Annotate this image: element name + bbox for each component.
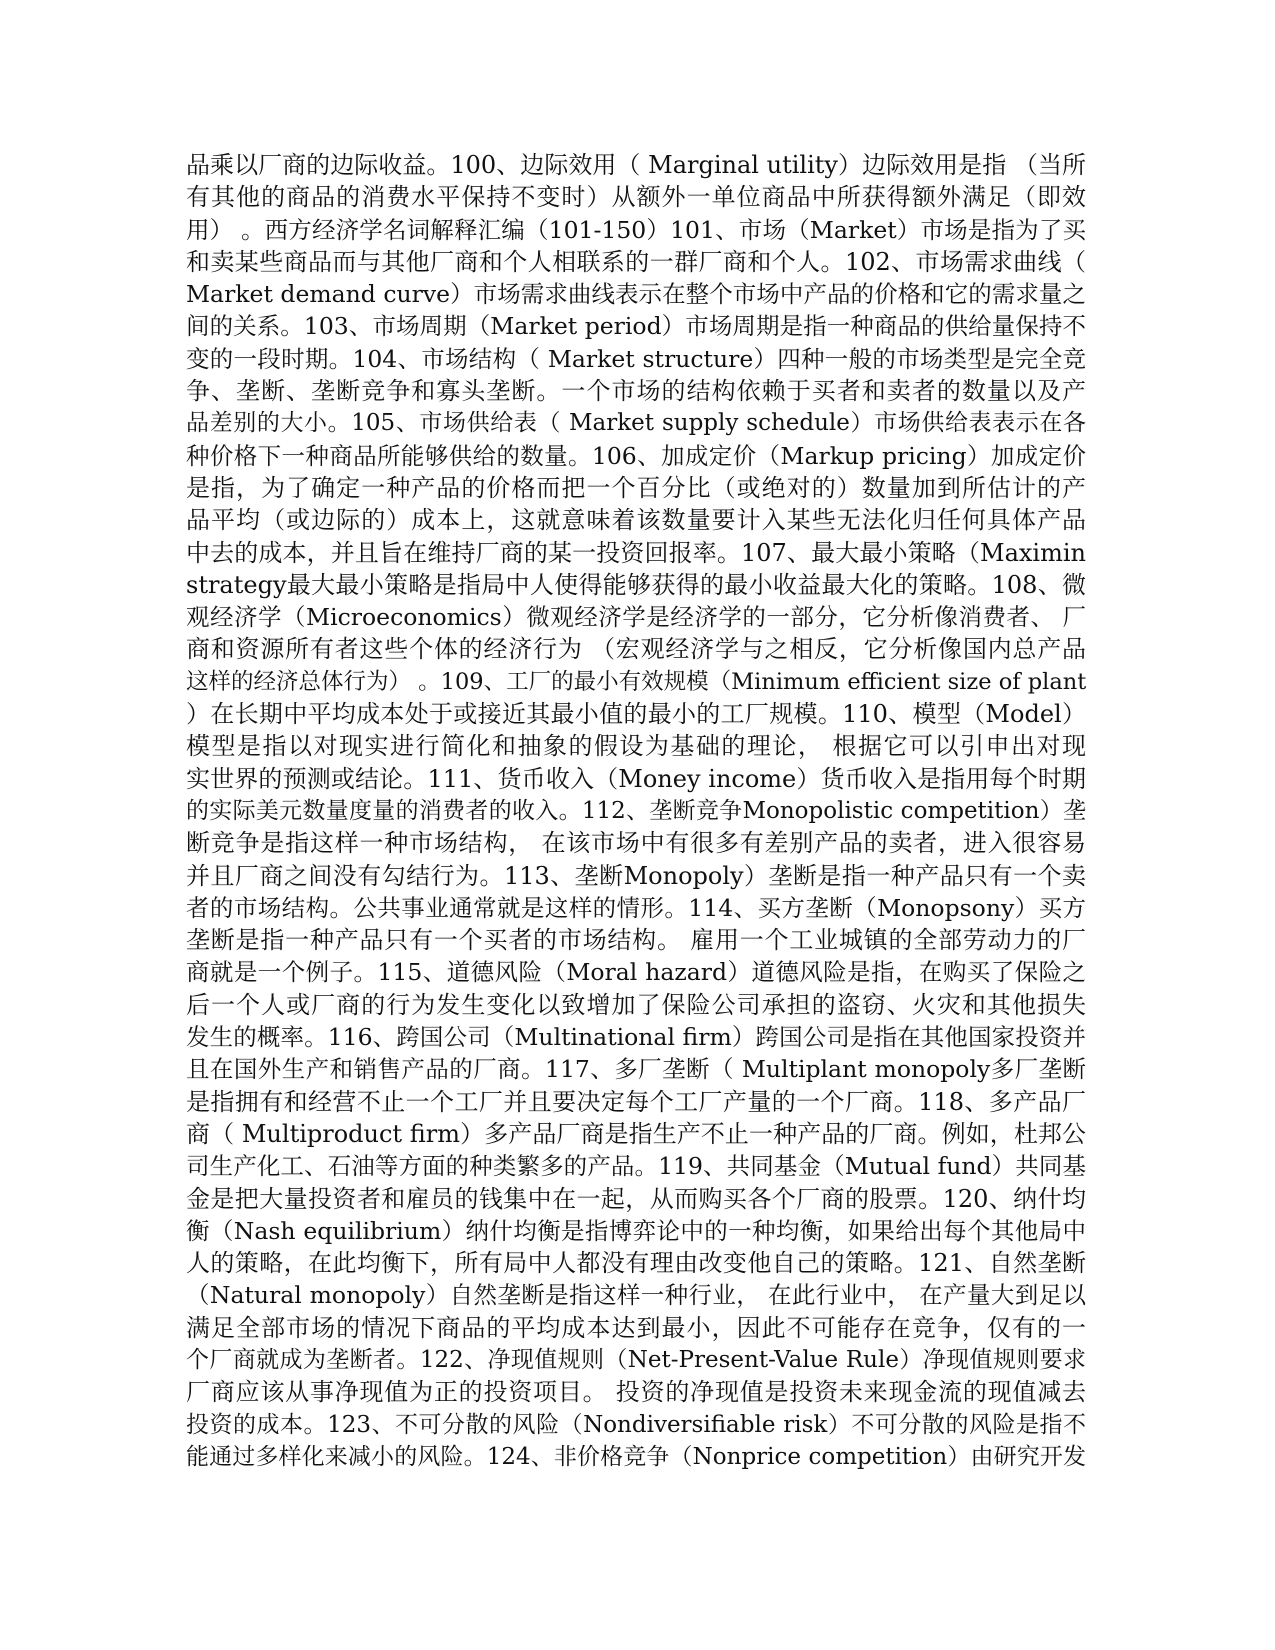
text-line: 是指，为了确定一种产品的价格而把一个百分比（或绝对的）数量加到所估计的产 [186, 473, 1086, 502]
text-line: 用） 。西方经济学名词解释汇编（101-150）101、市场（Market）市场是指为了买 [186, 215, 1086, 244]
text-line: 模型是指以对现实进行简化和抽象的假设为基础的理论， 根据它可以引申出对现 [186, 732, 1086, 761]
text-line: 商（ Multiproduct firm）多产品厂商是指生产不止一种产品的厂商。例如，杜邦公 [186, 1119, 1086, 1148]
text-line: 投资的成本。123、不可分散的风险（Nondiversifiable risk）不可分散的风险是指不 [186, 1411, 1086, 1438]
text-line: 者的市场结构。公共事业通常就是这样的情形。114、买方垄断（Monopsony）买方 [186, 893, 1086, 922]
text-line: 变的一段时期。104、市场结构（ Market structure）四种一般的市场类型是完全竞 [186, 344, 1086, 373]
text-line: 中去的成本，并且旨在维持厂商的某一投资回报率。107、最大最小策略（Maximin [186, 538, 1086, 567]
text-line: Market demand curve）市场需求曲线表示在整个市场中产品的价格和它的需求量之 [186, 280, 1086, 309]
text-line: 人的策略，在此均衡下，所有局中人都没有理由改变他自己的策略。121、自然垄断 [186, 1249, 1086, 1278]
text-line: 的实际美元数量度量的消费者的收入。112、垄断竞争Monopolistic competition）垄 [186, 797, 1086, 824]
text-line: 能通过多样化来减小的风险。124、非价格竞争（Nonprice competition）由研究开发 [186, 1443, 1086, 1470]
text-line: 争、垄断、垄断竞争和寡头垄断。一个市场的结构依赖于买者和卖者的数量以及产 [186, 377, 1086, 406]
text-line: 金是把大量投资者和雇员的钱集中在一起，从而购买各个厂商的股票。120、纳什均 [186, 1184, 1086, 1213]
text-line: 商就是一个例子。115、道德风险（Moral hazard）道德风险是指，在购买了保险之 [186, 958, 1086, 987]
text-line: 断竞争是指这样一种市场结构， 在该市场中有很多有差别产品的卖者，进入很容易 [186, 829, 1086, 858]
text-line: 品平均（或边际的）成本上，这就意味着该数量要计入某些无法化归任何具体产品 [186, 506, 1086, 535]
text-line: 品乘以厂商的边际收益。100、边际效用（ Marginal utility）边际效用是指 （当所 [186, 151, 1086, 179]
body-text [186, 149, 1086, 1473]
text-line: （Natural monopoly）自然垄断是指这样一种行业， 在此行业中， 在产量大到足以 [186, 1281, 1086, 1310]
text-line: 厂商应该从事净现值为正的投资项目。 投资的净现值是投资未来现金流的现值减去 [186, 1378, 1086, 1407]
text-line: 和卖某些商品而与其他厂商和个人相联系的一群厂商和个人。102、市场需求曲线（ [186, 247, 1086, 276]
text-line: 衡（Nash equilibrium）纳什均衡是指博弈论中的一种均衡，如果给出每个其他局中 [186, 1216, 1086, 1245]
text-line: 实世界的预测或结论。111、货币收入（Money income）货币收入是指用每个时期 [186, 764, 1086, 793]
text-line: 品差别的大小。105、市场供给表（ Market supply schedule）市场供给表表示在各 [186, 410, 1086, 437]
text-line: 并且厂商之间没有勾结行为。113、垄断Monopoly）垄断是指一种产品只有一个卖 [186, 861, 1086, 890]
text-line: 且在国外生产和销售产品的厂商。117、多厂垄断（ Multiplant monopoly多厂垄断 [186, 1055, 1086, 1084]
text-line: 满足全部市场的情况下商品的平均成本达到最小，因此不可能存在竞争，仅有的一 [186, 1313, 1086, 1342]
text-line: 司生产化工、石油等方面的种类繁多的产品。119、共同基金（Mutual fund）共同基 [186, 1152, 1086, 1181]
text-line: 种价格下一种商品所能够供给的数量。106、加成定价（Markup pricing）加成定价 [186, 441, 1086, 470]
text-line: 垄断是指一种产品只有一个买者的市场结构。 雇用一个工业城镇的全部劳动力的厂 [186, 926, 1086, 955]
text-line: 发生的概率。116、跨国公司（Multinational firm）跨国公司是指在其他国家投资并 [186, 1023, 1086, 1052]
text-line: 个厂商就成为垄断者。122、净现值规则（Net-Present-Value Rule）净现值规则要求 [186, 1346, 1086, 1373]
text-line: 有其他的商品的消费水平保持不变时）从额外一单位商品中所获得额外满足（即效 [186, 183, 1086, 212]
text-line: 间的关系。103、市场周期（Market period）市场周期是指一种商品的供给量保持不 [186, 312, 1086, 341]
text-line: 后一个人或厂商的行为发生变化以致增加了保险公司承担的盗窃、火灾和其他损失 [186, 990, 1086, 1019]
text-line: 商和资源所有者这些个体的经济行为 （宏观经济学与之相反，它分析像国内总产品 [186, 635, 1086, 664]
text-line: 观经济学（Microeconomics）微观经济学是经济学的一部分，它分析像消费者、 厂 [186, 603, 1086, 632]
text-line: 这样的经济总体行为） 。109、工厂的最小有效规模（Minimum efficient size of plant [186, 668, 1086, 695]
text-line: 是指拥有和经营不止一个工厂并且要决定每个工厂产量的一个厂商。118、多产品厂 [186, 1087, 1086, 1116]
text-line: strategy最大最小策略是指局中人使得能够获得的最小收益最大化的策略。108、微 [186, 570, 1086, 599]
text-line: ）在长期中平均成本处于或接近其最小值的最小的工厂规模。110、模型（Model） [186, 700, 1086, 729]
